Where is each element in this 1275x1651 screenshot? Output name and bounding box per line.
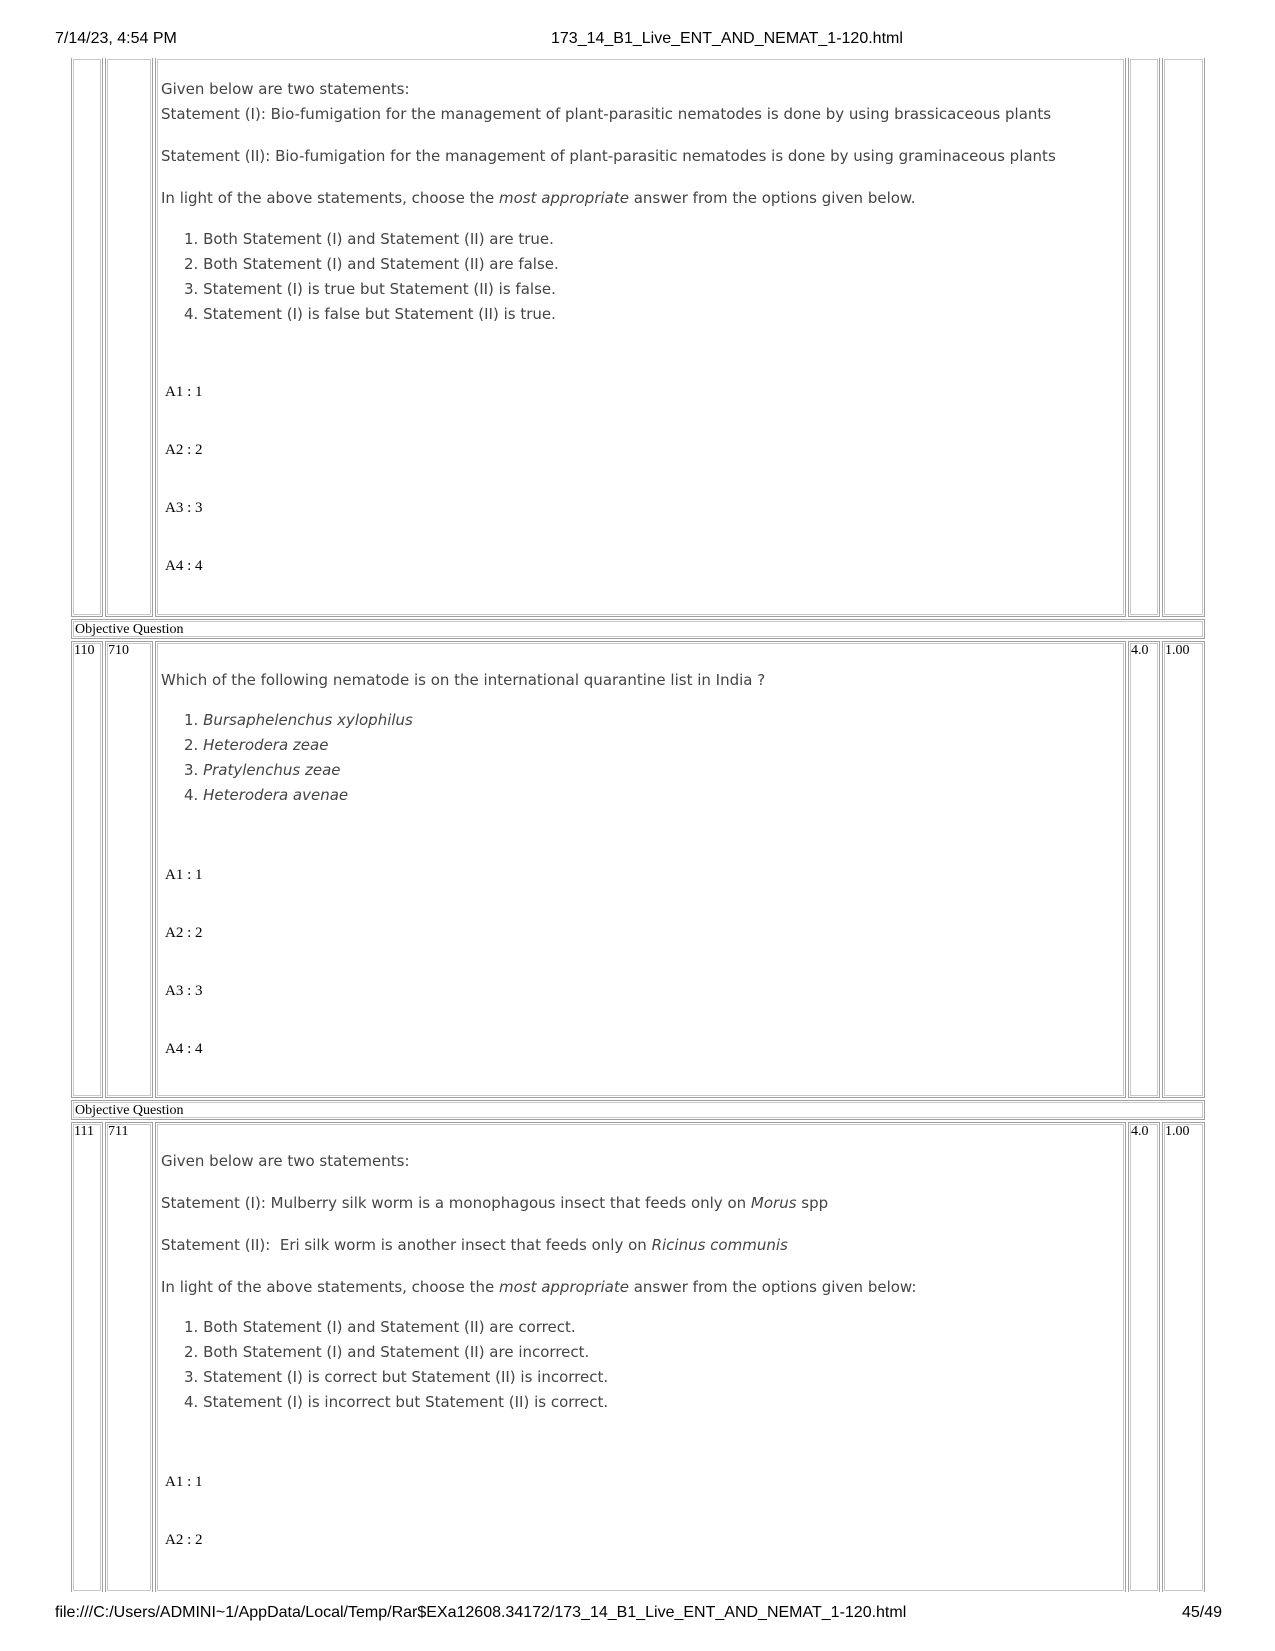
file-path: file:///C:/Users/ADMINI~1/AppData/Local/Temp/Rar$EXa12608.34172/173_14_B1_Live_ENT_AND_NEMAT_1-120.html	[55, 1604, 907, 1621]
option-item: 2. Both Statement (I) and Statement (II) are incorrect.	[184, 1343, 590, 1361]
qid-cell	[105, 1122, 153, 1592]
answer-option: A3 : 3	[165, 500, 203, 516]
option-item: 3. Statement (I) is true but Statement (II) is false.	[184, 280, 556, 298]
option-list	[184, 227, 559, 327]
negative-marks-value: 1.00	[1165, 643, 1190, 658]
answer-option: A1 : 1	[165, 1474, 203, 1490]
question-intro: Given below are two statements:	[161, 80, 410, 98]
answer-option: A2 : 2	[165, 1532, 203, 1548]
page-number: 45/49	[1181, 1604, 1222, 1621]
qid-cell	[105, 641, 153, 1098]
marks-value: 4.0	[1131, 1124, 1149, 1139]
question-intro: Given below are two statements:	[161, 1152, 410, 1170]
answer-option: A4 : 4	[165, 1041, 203, 1057]
instruction: In light of the above statements, choose the most appropriate answer from the options given below:	[161, 1278, 917, 1296]
marks-cell	[1128, 641, 1160, 1098]
question-text: Which of the following nematode is on the international quarantine list in India ?	[161, 671, 766, 689]
question-cell	[155, 58, 1126, 617]
sno-cell	[71, 641, 103, 1098]
instruction: In light of the above statements, choose the most appropriate answer from the options given below.	[161, 189, 916, 207]
option-item: 1. Both Statement (I) and Statement (II) are correct.	[184, 1318, 576, 1336]
option-item: 3. Statement (I) is correct but Statement (II) is incorrect.	[184, 1368, 609, 1386]
answer-option: A1 : 1	[165, 384, 203, 400]
sno-cell	[71, 58, 103, 617]
question-id: 710	[108, 643, 129, 658]
sno-cell	[71, 1122, 103, 1592]
statement-1: Statement (I): Bio-fumigation for the management of plant-parasitic nematodes is done by using brassicaceous plants	[161, 105, 1052, 123]
marks-value: 4.0	[1131, 643, 1149, 658]
option-item: 3. Pratylenchus zeae	[184, 761, 341, 779]
option-item: 4. Statement (I) is false but Statement (II) is true.	[184, 305, 556, 323]
question-type-label: Objective Question	[71, 619, 1205, 639]
answer-option: A2 : 2	[165, 442, 203, 458]
option-item: 1. Bursaphelenchus xylophilus	[184, 711, 413, 729]
answer-option: A4 : 4	[165, 558, 203, 574]
negative-marks-value: 1.00	[1165, 1124, 1190, 1139]
option-item: 4. Heterodera avenae	[184, 786, 349, 804]
qid-cell	[105, 58, 153, 617]
option-item: 1. Both Statement (I) and Statement (II) are true.	[184, 230, 554, 248]
serial-number: 110	[74, 643, 95, 658]
question-type-label: Objective Question	[71, 1100, 1205, 1120]
answer-option: A1 : 1	[165, 867, 203, 883]
serial-number: 111	[74, 1124, 94, 1139]
answer-option: A2 : 2	[165, 925, 203, 941]
statement-2: Statement (II): Eri silk worm is another insect that feeds only on Ricinus communis	[161, 1236, 788, 1254]
option-item: 2. Both Statement (I) and Statement (II) are false.	[184, 255, 559, 273]
print-datetime: 7/14/23, 4:54 PM	[55, 30, 177, 47]
option-item: 2. Heterodera zeae	[184, 736, 329, 754]
negative-cell	[1162, 58, 1205, 617]
marks-cell	[1128, 1122, 1160, 1592]
statement-2: Statement (II): Bio-fumigation for the management of plant-parasitic nematodes is done by using graminaceous plants	[161, 147, 1056, 165]
negative-cell	[1162, 1122, 1205, 1592]
marks-cell	[1128, 58, 1160, 617]
question-id: 711	[108, 1124, 129, 1139]
option-list	[184, 1315, 608, 1415]
statement-1: Statement (I): Mulberry silk worm is a monophagous insect that feeds only on Morus spp	[161, 1194, 829, 1212]
negative-cell	[1162, 641, 1205, 1098]
answer-option: A3 : 3	[165, 983, 203, 999]
option-item: 4. Statement (I) is incorrect but Statement (II) is correct.	[184, 1393, 609, 1411]
print-doc-title: 173_14_B1_Live_ENT_AND_NEMAT_1-120.html	[551, 30, 903, 47]
option-list	[184, 708, 413, 808]
